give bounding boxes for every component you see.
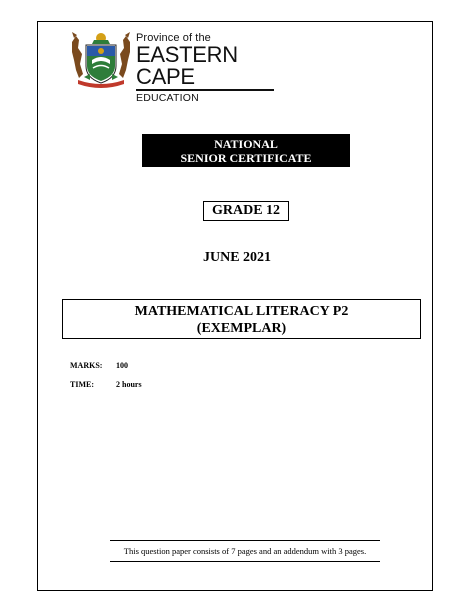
coat-of-arms-icon bbox=[66, 30, 136, 90]
logo-education-text: EDUCATION bbox=[136, 91, 199, 104]
logo-eastern-cape-text: EASTERN CAPE bbox=[136, 42, 238, 89]
page-count-note: This question paper consists of 7 pages and an addendum with 3 pages. bbox=[110, 540, 380, 562]
subject-title: MATHEMATICAL LITERACY P2 bbox=[134, 304, 349, 319]
certificate-line1: NATIONAL bbox=[214, 137, 278, 151]
marks-label: MARKS: bbox=[70, 361, 103, 370]
logo-province-text: Province of the bbox=[136, 32, 211, 44]
marks-value: 100 bbox=[116, 361, 128, 370]
subject-title-box bbox=[62, 299, 421, 339]
time-value: 2 hours bbox=[116, 380, 142, 389]
logo-divider bbox=[136, 89, 274, 91]
certificate-banner bbox=[142, 134, 350, 167]
grade-label: GRADE 12 bbox=[203, 201, 289, 221]
department-logo bbox=[66, 30, 276, 104]
time-label: TIME: bbox=[70, 380, 94, 389]
exam-date: JUNE 2021 bbox=[202, 250, 272, 265]
logo-text bbox=[136, 32, 276, 104]
certificate-line2: SENIOR CERTIFICATE bbox=[180, 151, 312, 165]
subject-subtitle: (EXEMPLAR) bbox=[196, 321, 287, 336]
